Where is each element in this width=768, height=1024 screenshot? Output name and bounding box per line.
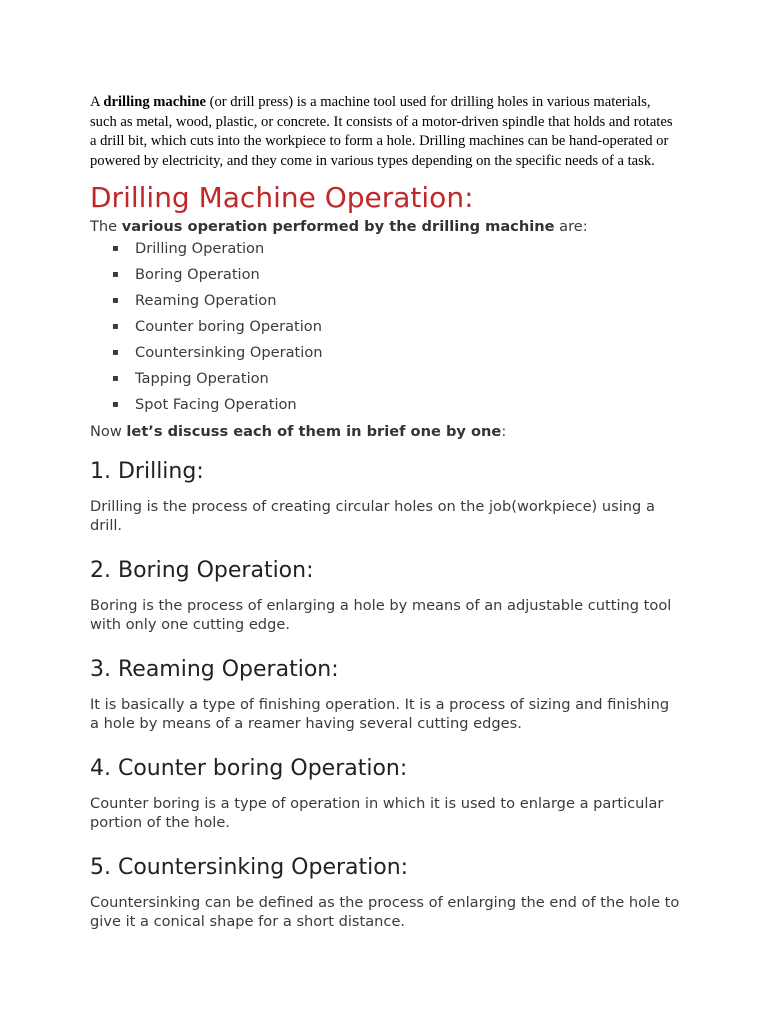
operations-intro-suffix: are: (554, 218, 588, 235)
operations-list (90, 236, 680, 418)
intro-lead: A (90, 94, 104, 110)
document-page (90, 93, 680, 931)
section-body: It is basically a type of finishing operation. It is a process of sizing and finishing a hole by means of a reamer having several cutting edges. (90, 696, 670, 732)
bullet-icon: ▪ (112, 347, 119, 358)
section-heading: 5. Countersinking Operation: (90, 855, 409, 880)
list-item (112, 392, 680, 418)
section-heading: 4. Counter boring Operation: (90, 756, 408, 781)
section-body: Boring is the process of enlarging a hole by means of an adjustable cutting tool with only one cutting edge. (90, 597, 672, 633)
list-item-label: Countersinking Operation (135, 344, 323, 361)
section-reaming (90, 656, 680, 733)
section-counter-boring (90, 755, 680, 832)
operations-intro-bold: various operation performed by the drilling machine (121, 218, 555, 235)
section-heading: 2. Boring Operation: (90, 558, 314, 583)
list-item-label: Boring Operation (135, 266, 260, 283)
operations-intro (90, 217, 680, 236)
list-item (112, 288, 680, 314)
list-item (112, 236, 680, 262)
section-countersinking (90, 854, 680, 931)
list-item (112, 262, 680, 288)
section-body: Counter boring is a type of operation in which it is used to enlarge a particular portion of the hole. (90, 795, 664, 831)
section-boring (90, 557, 680, 634)
list-item-label: Spot Facing Operation (135, 396, 297, 413)
intro-term: drilling machine (103, 94, 206, 110)
discuss-intro-prefix: Now (90, 423, 127, 440)
section-body: Drilling is the process of creating circular holes on the job(workpiece) using a drill. (90, 498, 655, 534)
discuss-intro (90, 422, 680, 441)
list-item-label: Drilling Operation (135, 240, 265, 257)
list-item-label: Reaming Operation (135, 292, 277, 309)
list-item (112, 314, 680, 340)
intro-rest: (or drill press) is a machine tool used for drilling holes in various materials, such as metal, wood, plastic, or concrete. It consists of a motor-driven spindle that holds and rotates a drill bit, which cuts into the workpiece to form a hole. Drilling machines can be hand-operated or powered by electricity, and they come in various types depending on the specific needs of a task. (90, 94, 673, 169)
section-heading: 3. Reaming Operation: (90, 657, 339, 682)
bullet-icon: ▪ (112, 399, 119, 410)
page-title: Drilling Machine Operation: (90, 181, 474, 214)
section-body: Countersinking can be defined as the process of enlarging the end of the hole to give it a conical shape for a short distance. (90, 894, 680, 930)
bullet-icon: ▪ (112, 243, 119, 254)
section-drilling (90, 458, 680, 535)
bullet-icon: ▪ (112, 321, 119, 332)
section-heading: 1. Drilling: (90, 459, 204, 484)
operations-intro-prefix: The (90, 218, 122, 235)
bullet-icon: ▪ (112, 295, 119, 306)
bullet-icon: ▪ (112, 269, 119, 280)
intro-paragraph (90, 93, 680, 171)
discuss-intro-suffix: : (501, 423, 507, 440)
bullet-icon: ▪ (112, 373, 119, 384)
list-item (112, 366, 680, 392)
list-item-label: Counter boring Operation (135, 318, 322, 335)
discuss-intro-bold: let’s discuss each of them in brief one by one (126, 423, 502, 440)
list-item (112, 340, 680, 366)
list-item-label: Tapping Operation (135, 370, 269, 387)
